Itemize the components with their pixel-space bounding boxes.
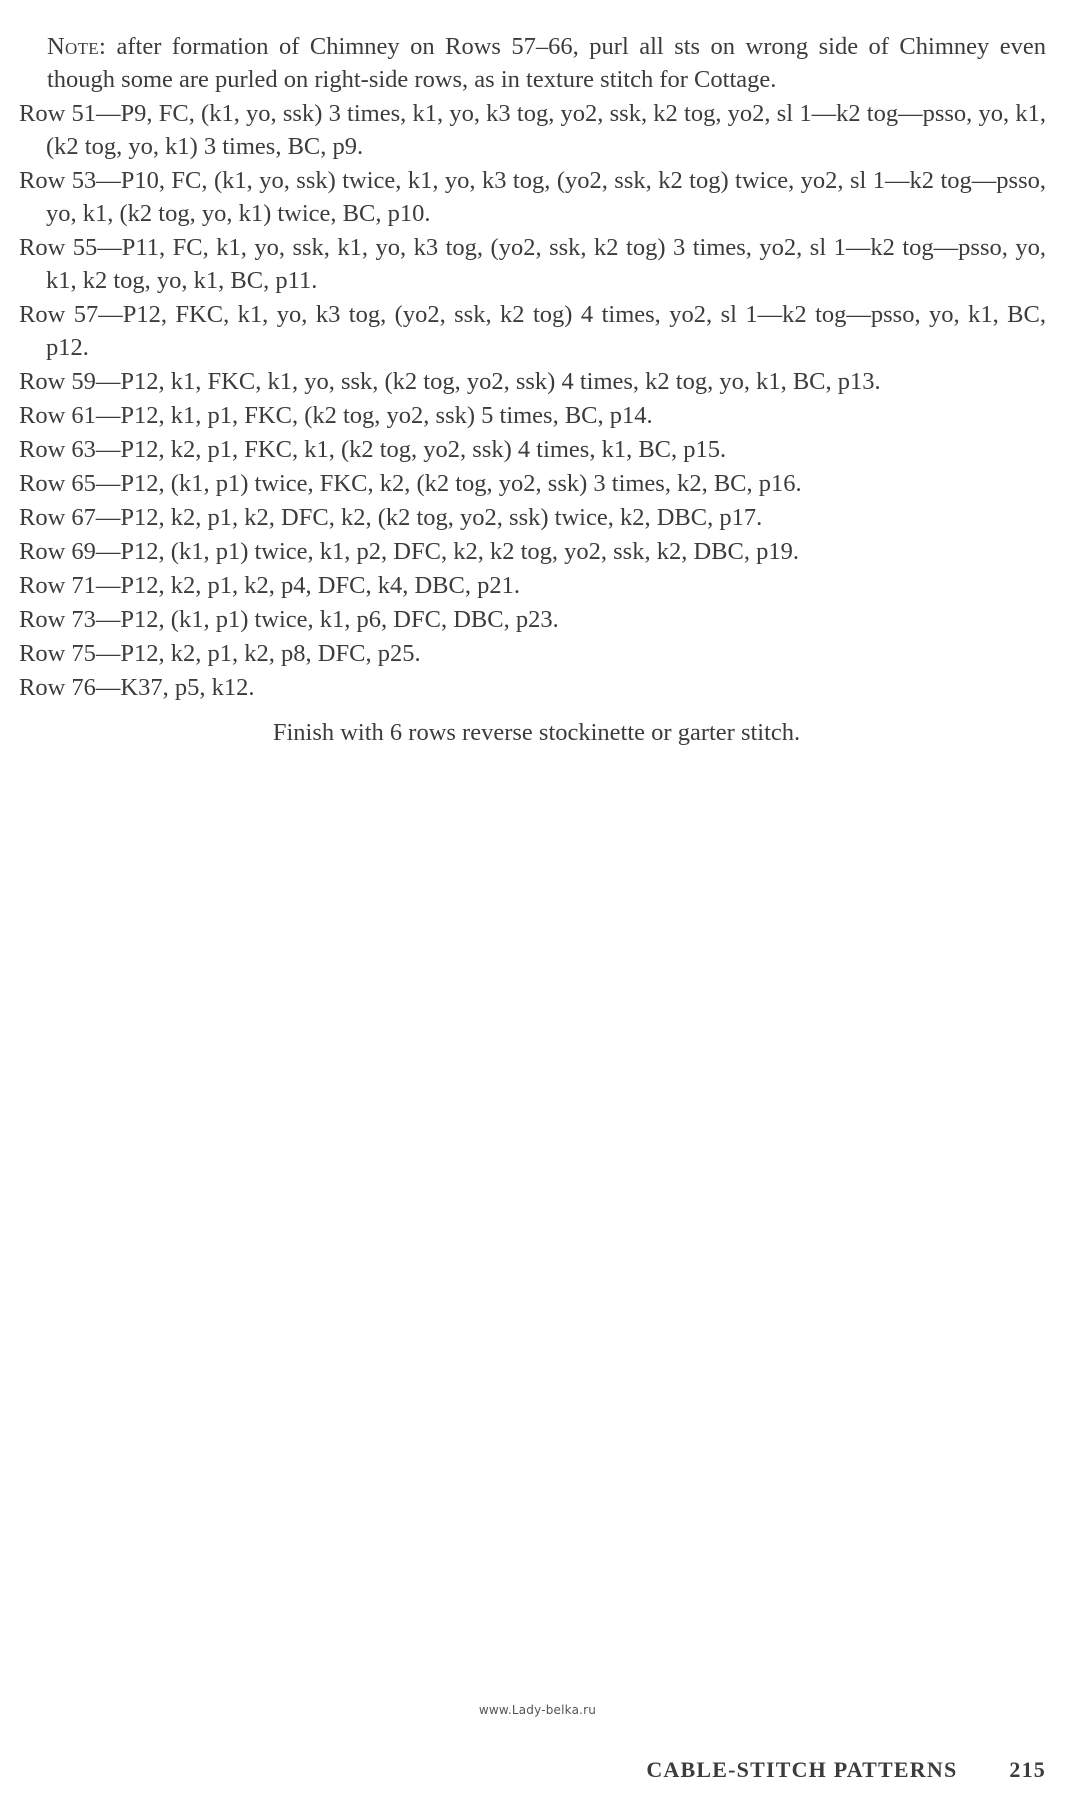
row-instruction: Row 71—P12, k2, p1, k2, p4, DFC, k4, DBC, p21.	[19, 572, 520, 599]
note-label: Note:	[47, 33, 107, 60]
row-instruction: Row 63—P12, k2, p1, FKC, k1, (k2 tog, yo2, ssk) 4 times, k1, BC, p15.	[19, 436, 727, 463]
row-instruction: Row 65—P12, (k1, p1) twice, FKC, k2, (k2 tog, yo2, ssk) 3 times, k2, BC, p16.	[19, 470, 802, 497]
finish-instruction: Finish with 6 rows reverse stockinette or garter stitch.	[272, 719, 801, 746]
page-footer	[0, 1757, 1046, 1783]
row-instruction: Row 61—P12, k1, p1, FKC, (k2 tog, yo2, ssk) 5 times, BC, p14.	[19, 402, 653, 429]
watermark-url: www.Lady-belka.ru	[478, 1703, 597, 1717]
row-instructions-list	[0, 97, 1065, 704]
note-text: after formation of Chimney on Rows 57–66, purl all sts on wrong side of Chimney even though some are purled on right-side rows, as in texture stitch for Cottage.	[47, 33, 1046, 93]
row-instruction: Row 73—P12, (k1, p1) twice, k1, p6, DFC, DBC, p23.	[19, 606, 559, 633]
row-instruction: Row 53—P10, FC, (k1, yo, ssk) twice, k1, yo, k3 tog, (yo2, ssk, k2 tog) twice, yo2, sl 1—k2 tog—psso, yo, k1, (k2 tog, yo, k1) twice, BC, p10.	[19, 167, 1046, 227]
row-instruction: Row 55—P11, FC, k1, yo, ssk, k1, yo, k3 tog, (yo2, ssk, k2 tog) 3 times, yo2, sl 1—k2 tog—psso, yo, k1, k2 tog, yo, k1, BC, p11.	[19, 234, 1046, 294]
running-head: CABLE-STITCH PATTERNS	[646, 1757, 958, 1782]
row-instruction: Row 75—P12, k2, p1, k2, p8, DFC, p25.	[19, 640, 421, 667]
page-number: 215	[1009, 1757, 1046, 1782]
row-instruction: Row 57—P12, FKC, k1, yo, k3 tog, (yo2, ssk, k2 tog) 4 times, yo2, sl 1—k2 tog—psso, yo, k1, BC, p12.	[19, 301, 1046, 361]
row-instruction: Row 59—P12, k1, FKC, k1, yo, ssk, (k2 tog, yo2, ssk) 4 times, k2 tog, yo, k1, BC, p13.	[19, 368, 881, 395]
note-paragraph	[47, 30, 1046, 96]
row-instruction: Row 69—P12, (k1, p1) twice, k1, p2, DFC, k2, k2 tog, yo2, ssk, k2, DBC, p19.	[19, 538, 799, 565]
row-instruction: Row 51—P9, FC, (k1, yo, ssk) 3 times, k1, yo, k3 tog, yo2, ssk, k2 tog, yo2, sl 1—k2 tog—psso, yo, k1, (k2 tog, yo, k1) 3 times, BC, p9.	[19, 100, 1046, 160]
row-instruction: Row 67—P12, k2, p1, k2, DFC, k2, (k2 tog, yo2, ssk) twice, k2, DBC, p17.	[19, 504, 763, 531]
row-instruction: Row 76—K37, p5, k12.	[19, 674, 255, 701]
page-body	[0, 30, 1065, 749]
